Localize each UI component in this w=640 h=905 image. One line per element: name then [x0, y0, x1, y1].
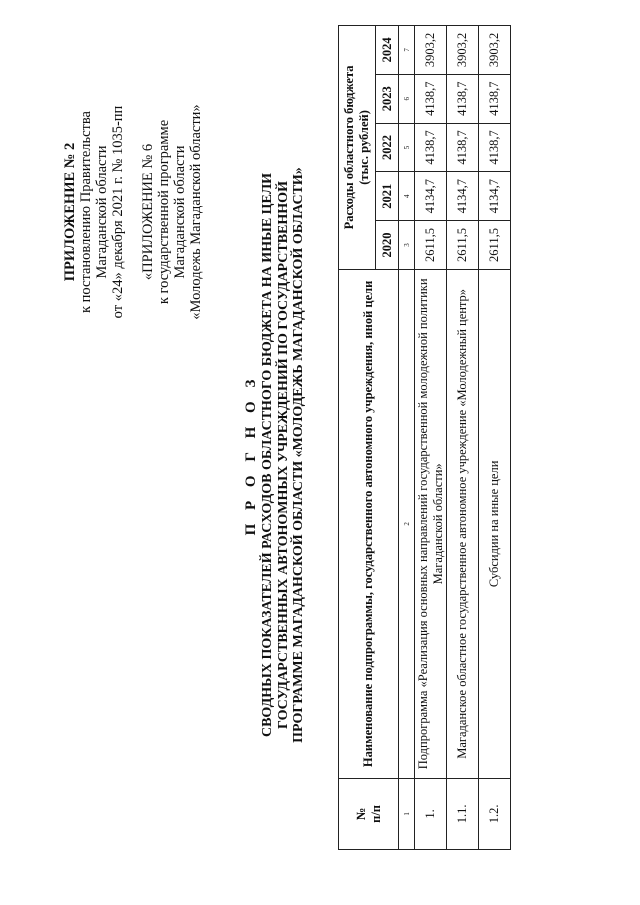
header-year: 2024 — [376, 26, 399, 75]
appendix-line: к государственной программе — [156, 119, 172, 305]
column-index: 4 — [399, 172, 415, 221]
row-value: 4138,7 — [447, 74, 479, 123]
row-name: Субсидии на иные цели — [479, 269, 511, 778]
column-index: 3 — [399, 221, 415, 270]
appendix-line: к постановлению Правительства — [78, 111, 94, 313]
column-index: 2 — [399, 269, 415, 778]
row-value: 4138,7 — [447, 123, 479, 172]
column-index: 1 — [399, 778, 415, 849]
row-value: 3903,2 — [447, 26, 479, 75]
row-number: 1. — [415, 778, 447, 849]
appendix-line: Магаданской области — [172, 145, 188, 279]
row-value: 2611,5 — [447, 221, 479, 270]
row-value: 4138,7 — [415, 74, 447, 123]
table-row — [479, 26, 511, 850]
appendix-line: от «24» декабря 2021 г. № 1035-пп — [110, 105, 126, 319]
header-year: 2022 — [376, 123, 399, 172]
budget-table — [338, 25, 511, 850]
row-value: 3903,2 — [415, 26, 447, 75]
row-value: 2611,5 — [415, 221, 447, 270]
header-year: 2023 — [376, 74, 399, 123]
row-value: 4134,7 — [415, 172, 447, 221]
table-row — [447, 26, 479, 850]
row-value: 4138,7 — [479, 74, 511, 123]
appendix-line: «Молодежь Магаданской области» — [188, 104, 204, 320]
heading-line: ГОСУДАРСТВЕННЫХ АВТОНОМНЫХ УЧРЕЖДЕНИЙ ПО ГОСУДАРСТВЕННОЙ — [275, 181, 291, 729]
header-year: 2021 — [376, 172, 399, 221]
appendix-title-2: «ПРИЛОЖЕНИЕ № 6 — [140, 143, 156, 281]
row-name: Подпрограмма «Реализация основных направлений государственной молодежной политики Магаданской области» — [415, 269, 447, 778]
column-index: 6 — [399, 74, 415, 123]
appendix-title: ПРИЛОЖЕНИЕ № 2 — [62, 142, 78, 282]
column-index: 7 — [399, 26, 415, 75]
column-index: 5 — [399, 123, 415, 172]
appendix-stamp — [62, 67, 204, 357]
row-value: 3903,2 — [479, 26, 511, 75]
header-number: № п/п — [339, 778, 399, 849]
appendix-line: Магаданской области — [94, 145, 110, 279]
header-year: 2020 — [376, 221, 399, 270]
document-heading — [242, 55, 307, 855]
header-expenses: Расходы областного бюджета (тыс. рублей) — [339, 26, 376, 270]
row-value: 4138,7 — [479, 123, 511, 172]
row-name: Магаданское областное государственное автономное учреждение «Молодежный центр» — [447, 269, 479, 778]
row-value: 4134,7 — [447, 172, 479, 221]
row-number: 1.1. — [447, 778, 479, 849]
header-name: Наименование подпрограммы, государственного автономного учреждения, иной цели — [339, 269, 399, 778]
row-value: 4134,7 — [479, 172, 511, 221]
heading-line: СВОДНЫХ ПОКАЗАТЕЛЕЙ РАСХОДОВ ОБЛАСТНОГО БЮДЖЕТА НА ИНЫЕ ЦЕЛИ — [260, 172, 275, 738]
heading-line: ПРОГРАММЕ МАГАДАНСКОЙ ОБЛАСТИ «МОЛОДЕЖЬ МАГАДАНСКОЙ ОБЛАСТИ» — [291, 167, 306, 743]
row-value: 4138,7 — [415, 123, 447, 172]
heading-word: П Р О Г Н О З — [243, 374, 259, 536]
row-value: 2611,5 — [479, 221, 511, 270]
table-row — [415, 26, 447, 850]
row-number: 1.2. — [479, 778, 511, 849]
